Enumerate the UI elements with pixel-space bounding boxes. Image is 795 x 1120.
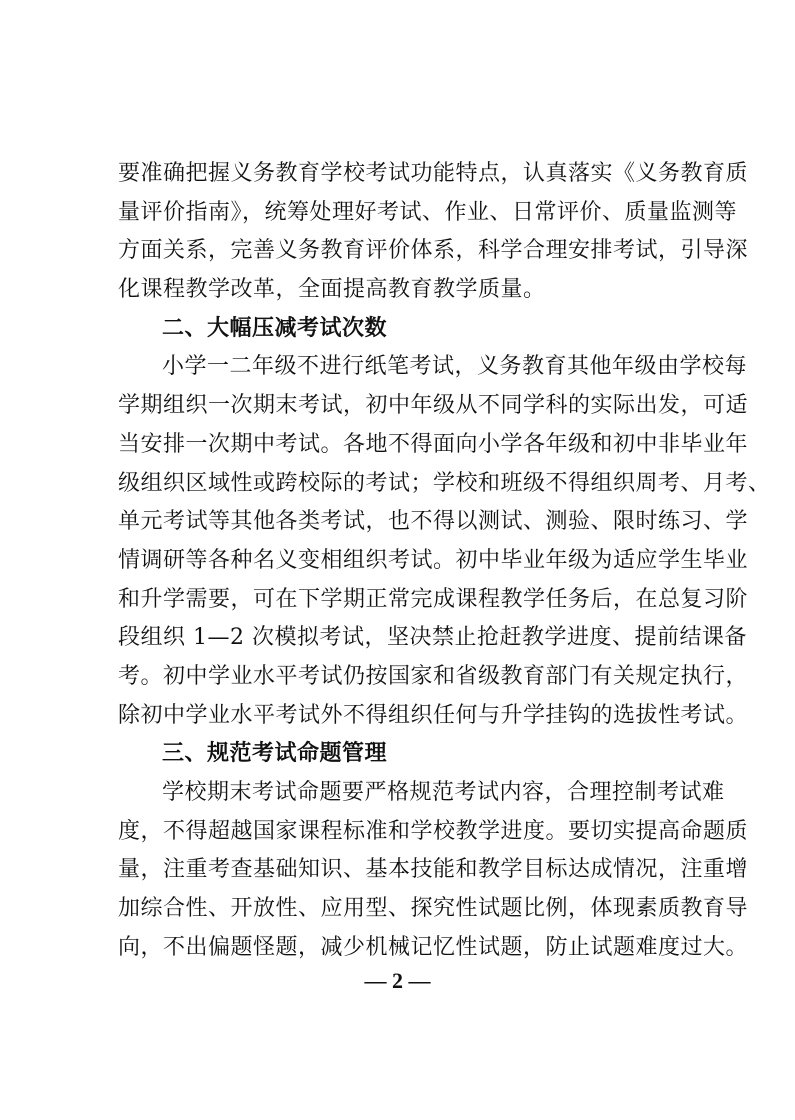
- paragraph-line: 级组织区域性或跨校际的考试；学校和班级不得组织周考、月考、: [118, 470, 771, 496]
- paragraph-line: 单元考试等其他各类考试，也不得以测试、测验、限时练习、学: [118, 509, 749, 535]
- paragraph-line: 加综合性、开放性、应用型、探究性试题比例，体现素质教育导: [118, 896, 749, 922]
- paragraph-line: 除初中学业水平考试外不得组织任何与升学挂钩的选拔性考试。: [118, 702, 749, 728]
- paragraph-line: 量，注重考查基础知识、基本技能和教学目标达成情况，注重增: [118, 857, 749, 883]
- paragraph-line: 向，不出偏题怪题，减少机械记忆性试题，防止试题难度过大。: [118, 934, 749, 960]
- paragraph-line: 考。初中学业水平考试仍按国家和省级教育部门有关规定执行，: [118, 663, 749, 689]
- paragraph-line: 化课程教学改革，全面提高教育教学质量。: [118, 277, 546, 303]
- section-heading-3: 三、规范考试命题管理: [162, 741, 388, 767]
- body-text: [118, 155, 771, 967]
- paragraph-line: 学校期末考试命题要严格规范考试内容，合理控制考试难: [162, 780, 725, 805]
- paragraph-line: 当安排一次期中考试。各地不得面向小学各年级和初中非毕业年: [118, 431, 749, 457]
- paragraph-line: 方面关系，完善义务教育评价体系，科学合理安排考试，引导深: [118, 238, 749, 264]
- paragraph-line: 和升学需要，可在下学期正常完成课程教学任务后，在总复习阶: [118, 586, 749, 612]
- paragraph-line: 量评价指南》，统筹处理好考试、作业、日常评价、质量监测等: [118, 199, 738, 225]
- paragraph-line: 小学一二年级不进行纸笔考试，义务教育其他年级由学校每: [162, 354, 748, 380]
- paragraph-line: 度，不得超越国家课程标准和学校教学进度。要切实提高命题质: [118, 818, 749, 844]
- paragraph-line: 情调研等各种名义变相组织考试。初中毕业年级为适应学生毕业: [118, 547, 749, 573]
- paragraph-line: 学期组织一次期末考试，初中年级从不同学科的实际出发，可适: [118, 393, 749, 419]
- paragraph-line: 段组织 1—2 次模拟考试，坚决禁止抢赶教学进度、提前结课备: [118, 625, 747, 651]
- page-number: — 2 —: [364, 968, 431, 993]
- section-heading-2: 二、大幅压减考试次数: [162, 315, 388, 341]
- paragraph-line: 要准确把握义务教育学校考试功能特点，认真落实《义务教育质: [118, 161, 749, 186]
